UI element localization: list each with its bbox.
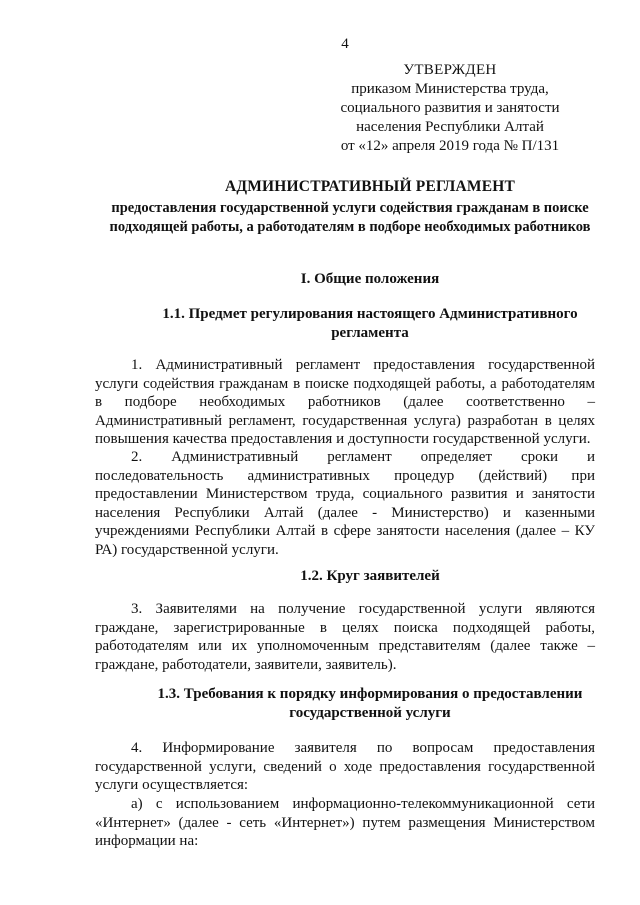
approval-stamp	[320, 61, 580, 156]
section-heading-subject: 1.1. Предмет регулирования настоящего Административного регламента	[162, 306, 578, 341]
section-heading-general: I. Общие положения	[300, 271, 440, 287]
approval-line: приказом Министерства труда,	[351, 81, 549, 97]
document-subtitle: предоставления государственной услуги содействия гражданам в поиске подходящей работы, а работодателям в подборе необходимых работников	[109, 200, 591, 235]
approval-title: УТВЕРЖДЕН	[403, 62, 497, 78]
paragraph-1: 1. Административный регламент предоставления государственной услуги содействия гражданам в поиске подходящей работы, а работодателям в подборе необходимых работников (далее соответственно – Административный регламент, государственная услуга) разработан в целях повышения качества предоставления и доступности государственной услуги.	[95, 357, 595, 447]
paragraph-4a: а) с использованием информационно-телекоммуникационной сети «Интернет» (далее - сеть «Интернет») путем размещения Министерством информации на:	[95, 796, 595, 849]
approval-line: населения Республики Алтай	[356, 119, 544, 135]
approval-line: социального развития и занятости	[340, 100, 560, 116]
paragraph-3: 3. Заявителями на получение государственной услуги являются граждане, зарегистрированные в целях поиска подходящей работы, работодателям или их уполномоченным представителям (далее также – граждане, работодатели, заявители, заявитель).	[95, 601, 595, 673]
section-heading-informing: 1.3. Требования к порядку информирования о предоставлении государственной услуги	[157, 686, 583, 721]
section-heading-applicants: 1.2. Круг заявителей	[300, 568, 440, 584]
paragraph-2: 2. Административный регламент определяет сроки и последовательность административных процедур (действий) при предоставлении Министерством труда, социального развития и занятости населения Республики Алтай (далее - Министерство) и казенными учреждениями Республики Алтай в сфере занятости населения (далее – КУ РА) государственной услуги.	[95, 449, 595, 558]
document-title: АДМИНИСТРАТИВНЫЙ РЕГЛАМЕНТ	[224, 178, 516, 195]
paragraph-4: 4. Информирование заявителя по вопросам предоставления государственной услуги, сведений о ходе предоставления государственной услуги осуществляется:	[95, 740, 595, 793]
approval-line: от «12» апреля 2019 года № П/131	[340, 138, 560, 154]
page-number: 4	[341, 36, 349, 52]
